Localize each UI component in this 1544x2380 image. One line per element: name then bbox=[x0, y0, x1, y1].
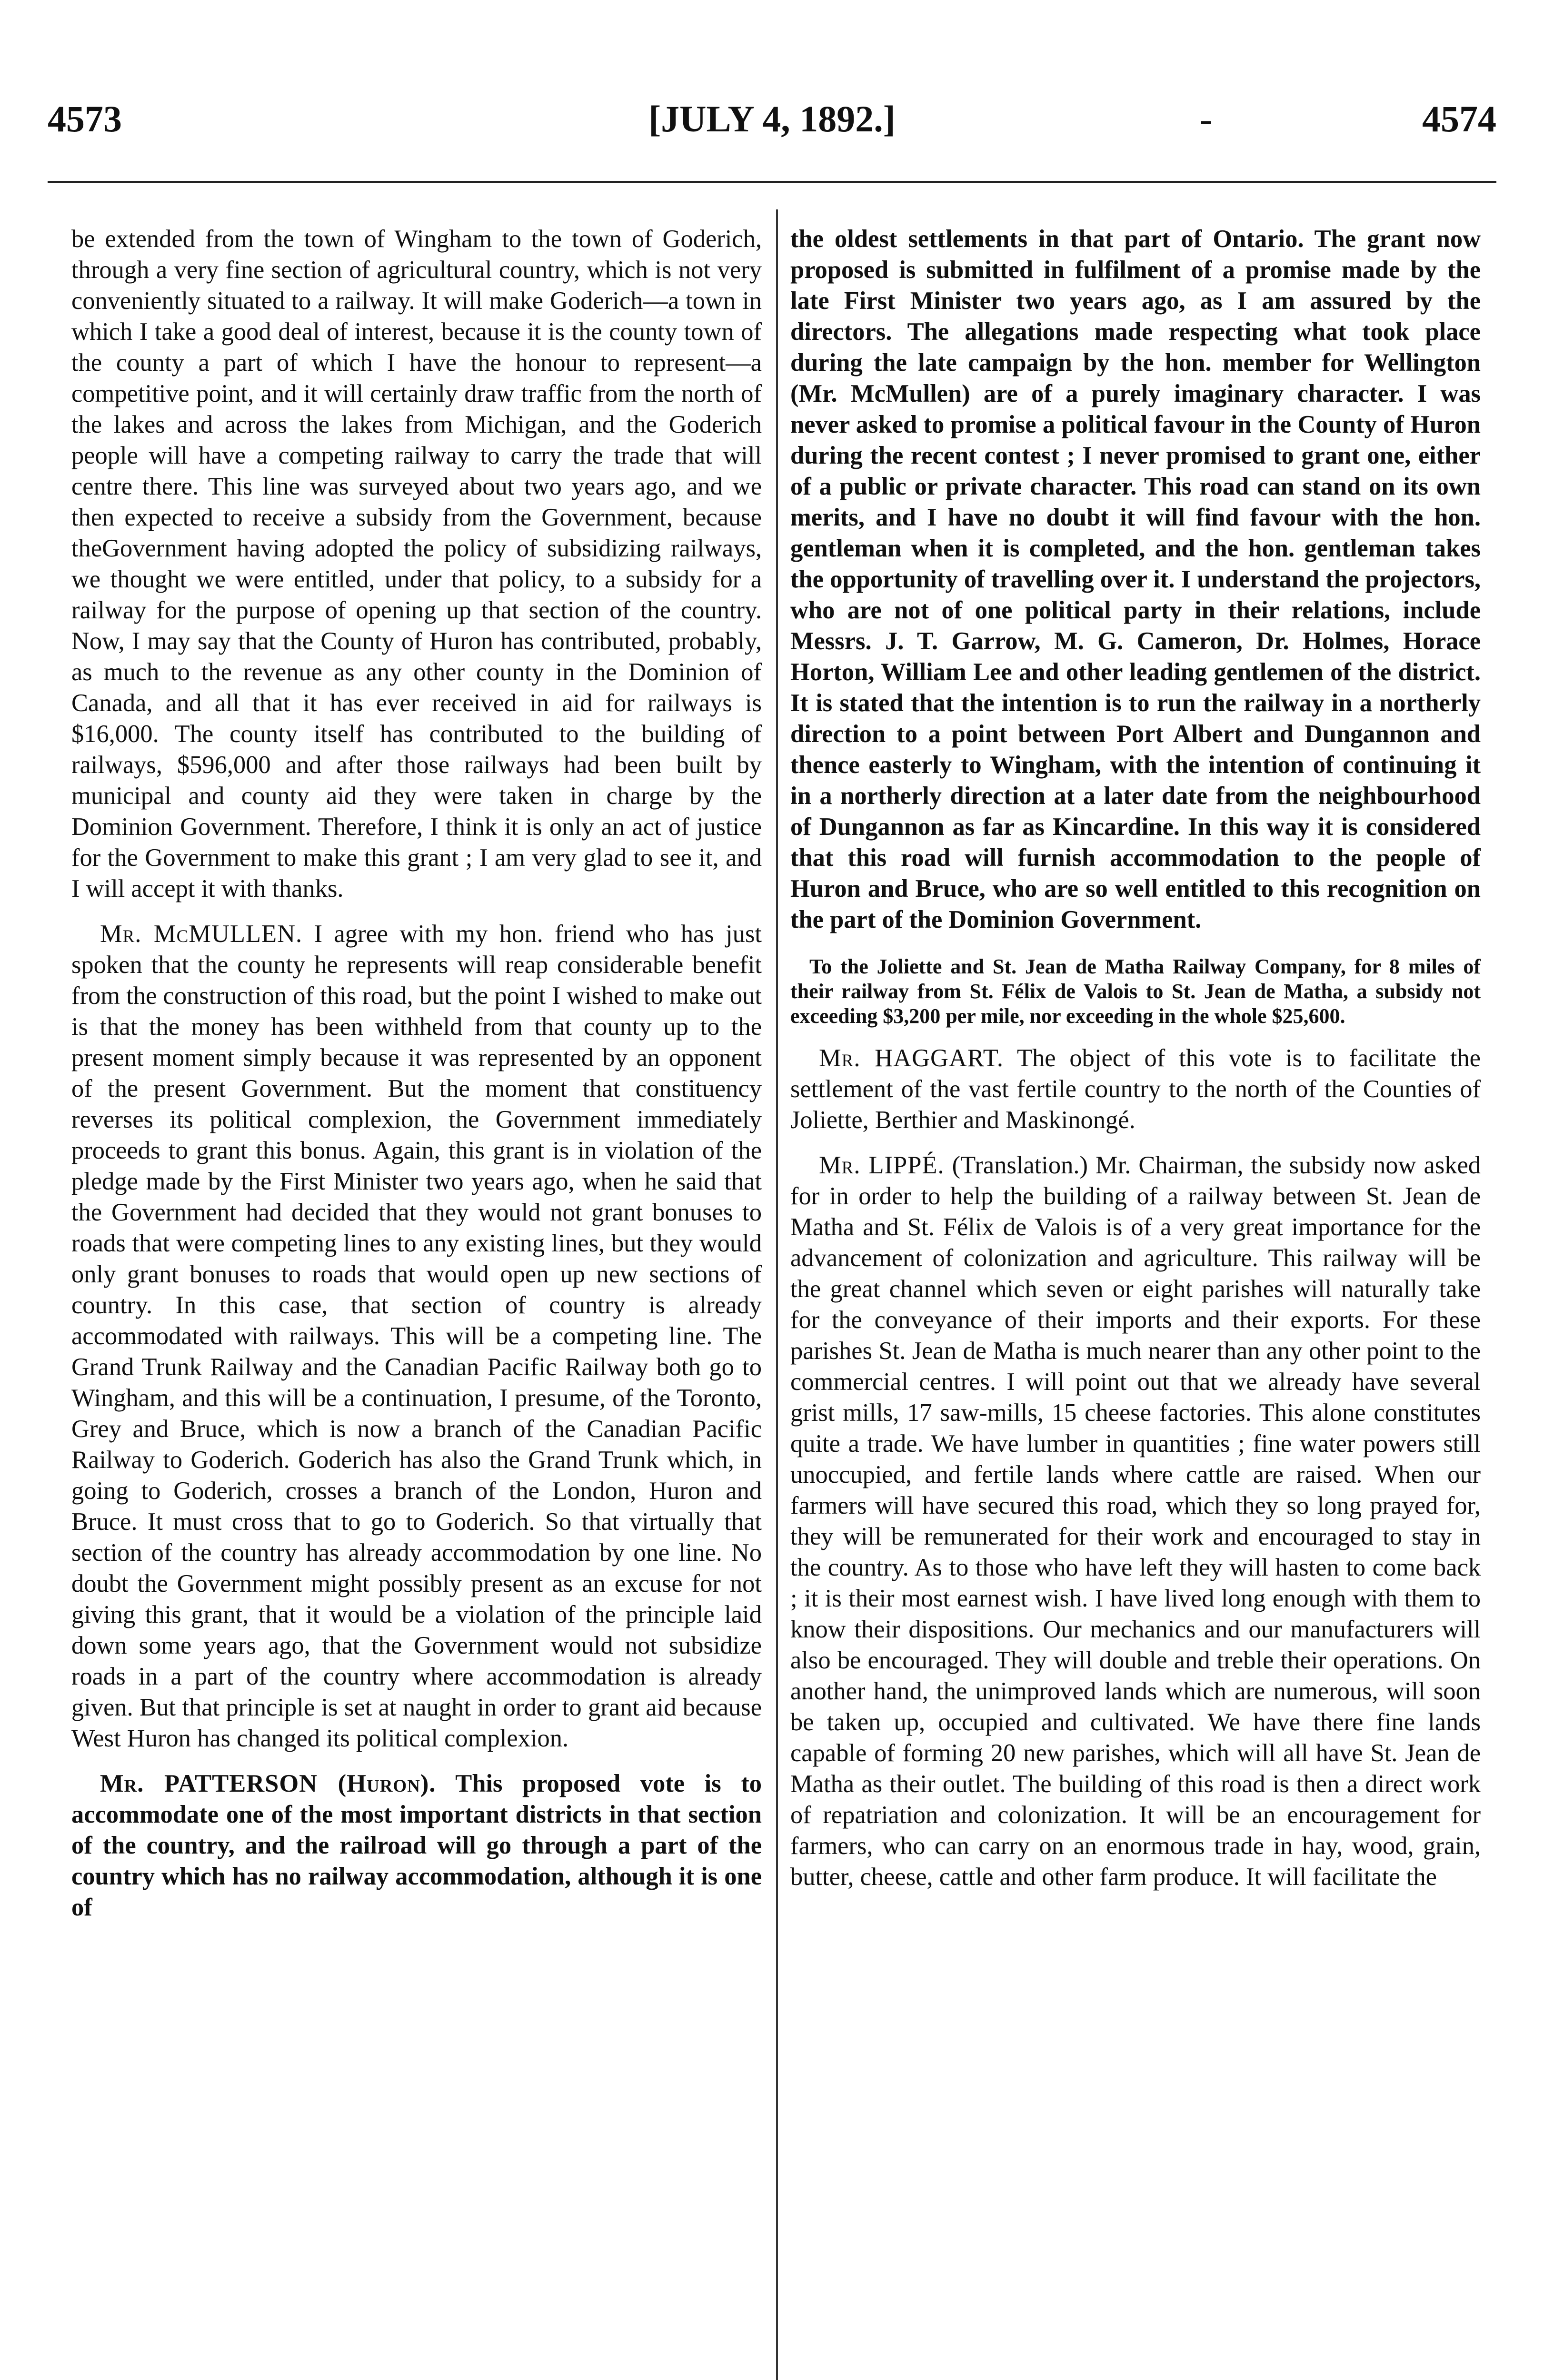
speaker-name: Mr. LIPPÉ. bbox=[819, 1151, 945, 1179]
continued-paragraph: be extended from the town of Wingham to the town of Goderich, through a very fine section of agricultural country, which is not very conveniently situated to a railway. It will make Goderich—a town in which I take a good deal of interest, because it is the county town of the county a part of which I have the honour to represent—a competitive point, and it will certainly draw traffic from the north of the lakes and across the lakes from Michigan, and the Goderich people will have a competing railway to carry the trade that will centre there. This line was surveyed about two years ago, and we then expected to receive a subsidy from the Government, because theGovernment having adopted the policy of subsidizing railways, we thought we were entitled, under that policy, to a subsidy for a railway for the purpose of opening up that section of the country. Now, I may say that the County of Huron has contributed, probably, as much to the revenue as any other county in the Dominion of Canada, and all that it has ever received in aid for railways is $16,000. The county itself has contributed to the building of railways, $596,000 and after those railways had been built by municipal and county aid they were taken in charge by the Dominion Government. Therefore, I think it is only an act of justice for the Government to make this grant ; I am very glad to see it, and I will accept it with thanks. bbox=[71, 225, 762, 902]
resolution-text: To the Joliette and St. Jean de Matha Railway Company, for 8 miles of their railway from St. Félix de Valois to St. Jean de Matha, a subsidy not exceeding $3,200 per mile, nor exceeding in the whole $25,600. bbox=[790, 955, 1481, 1028]
lippe-speech bbox=[790, 1150, 1481, 1893]
speech-text: The object of this vote is to facilitate the settlement of the vast fertile country to the north of the Counties of Joliette, Berthier and Maskinongé. bbox=[790, 1044, 1481, 1134]
page-header bbox=[38, 95, 1506, 152]
patterson-speech bbox=[71, 1768, 762, 1923]
header-dash: - bbox=[1200, 98, 1212, 139]
speaker-name: Mr. PATTERSON (Huron). bbox=[100, 1770, 436, 1797]
header-rule bbox=[48, 181, 1496, 183]
right-page-number: 4574 bbox=[1422, 98, 1496, 139]
speaker-name: Mr. HAGGART. bbox=[819, 1044, 1004, 1072]
continued-paragraph: the oldest settlements in that part of Ontario. The grant now proposed is submitted in fulfilment of a promise made by the late First Minister two years ago, as I am assured by the directors. The allegations made respecting what took place during the late campaign by the hon. member for Wellington (Mr. McMullen) are of a purely imaginary character. I was never asked to promise a political favour in the County of Huron during the recent contest ; I never promised to grant one, either of a public or private character. This road can stand on its own merits, and I have no doubt it will find favour with the hon. gentleman when it is completed, and the hon. gentleman takes the opportunity of travelling over it. I understand the projectors, who are not of one political party in their relations, include Messrs. J. T. Garrow, M. G. Cameron, Dr. Holmes, Horace Horton, William Lee and other leading gentlemen of the district. It is stated that the intention is to run the railway in a northerly direction to a point between Port Albert and Dungannon and thence easterly to Wingham, with the intention of continuing it in a northerly direction at a later date from the neighbourhood of Dungannon as far as Kincardine. In this way it is considered that this road will furnish accommodation to the people of Huron and Bruce, who are so well entitled to this recognition on the part of the Dominion Government. bbox=[790, 225, 1481, 933]
left-page-number: 4573 bbox=[48, 98, 122, 139]
header-date: [JULY 4, 1892.] bbox=[648, 98, 896, 139]
speech-text: I agree with my hon. friend who has just spoken that the county he represents will reap considerable benefit from the construction of this road, but the point I wished to make out is that the money has been withheld from that county up to the present moment simply because it was represented by an opponent of the present Government. But the moment that constituency reverses its political complexion, the Government immediately proceeds to grant this bonus. Again, this grant is in violation of the pledge made by the First Minister two years ago, when he said that the Government had decided that they would not grant bonuses to roads that were competing lines to any existing lines, but they would only grant bonuses to roads that would open up new sections of country. In this case, that section of country is already accommodated with railways. This will be a competing line. The Grand Trunk Railway and the Canadian Pacific Railway both go to Wingham, and this will be a continuation, I presume, of the Toronto, Grey and Bruce, which is now a branch of the Canadian Pacific Railway to Goderich. Goderich has also the Grand Trunk which, in going to Goderich, crosses a branch of the London, Huron and Bruce. It must cross that to go to Goderich. So that virtually that section of the country has already accommodation by one line. No doubt the Government might possibly present as an excuse for not giving this grant, that it would be a violation of the principle laid down some years ago, that the Government would not subsidize roads in a part of the country where accommodation is already given. But that principle is set at naught in order to grant aid because West Huron has changed its political complexion. bbox=[71, 920, 762, 1752]
speech-text: (Translation.) Mr. Chairman, the subsidy now asked for in order to help the building of a railway between St. Jean de Matha and St. Félix de Valois is of a very great importance for the advancement of colonization and agriculture. This railway will be the great channel which seven or eight parishes will naturally take for the conveyance of their imports and their exports. For these parishes St. Jean de Matha is much nearer than any other point to the commercial centres. I will point out that we already have several grist mills, 17 saw-mills, 15 cheese factories. This alone constitutes quite a trade. We have lumber in quantities ; fine water powers still unoccupied, and fertile lands where cattle are raised. When our farmers will have secured this road, which they so long prayed for, they will be remunerated for their work and encouraged to stay in the country. As to those who have left they will hasten to come back ; it is their most earnest wish. I have lived long enough with them to know their dispositions. Our mechanics and our manufacturers will also be encouraged. They will double and treble their operations. On another hand, the unimproved lands which are numerous, will soon be taken up, occupied and cultivated. We have there fine lands capable of forming 20 new parishes, which will all have St. Jean de Matha as their outlet. The building of this road is then a direct work of repatriation and colonization. It will be an encouragement for farmers, who can carry on an enormous trade in hay, wood, grain, butter, cheese, cattle and other farm produce. It will facilitate the bbox=[790, 1151, 1481, 1891]
column-divider bbox=[776, 209, 778, 2380]
mcmullen-speech bbox=[71, 919, 762, 1754]
right-column bbox=[790, 224, 1481, 2380]
speech-text: This proposed vote is to accommodate one of the most important districts in that section of the country, and the railroad will go through a part of the country which has no railway accommodation, although it is one of bbox=[71, 1770, 762, 1921]
haggart-speech bbox=[790, 1043, 1481, 1136]
left-column bbox=[71, 224, 762, 2380]
speaker-name: Mr. McMULLEN. bbox=[100, 920, 303, 948]
